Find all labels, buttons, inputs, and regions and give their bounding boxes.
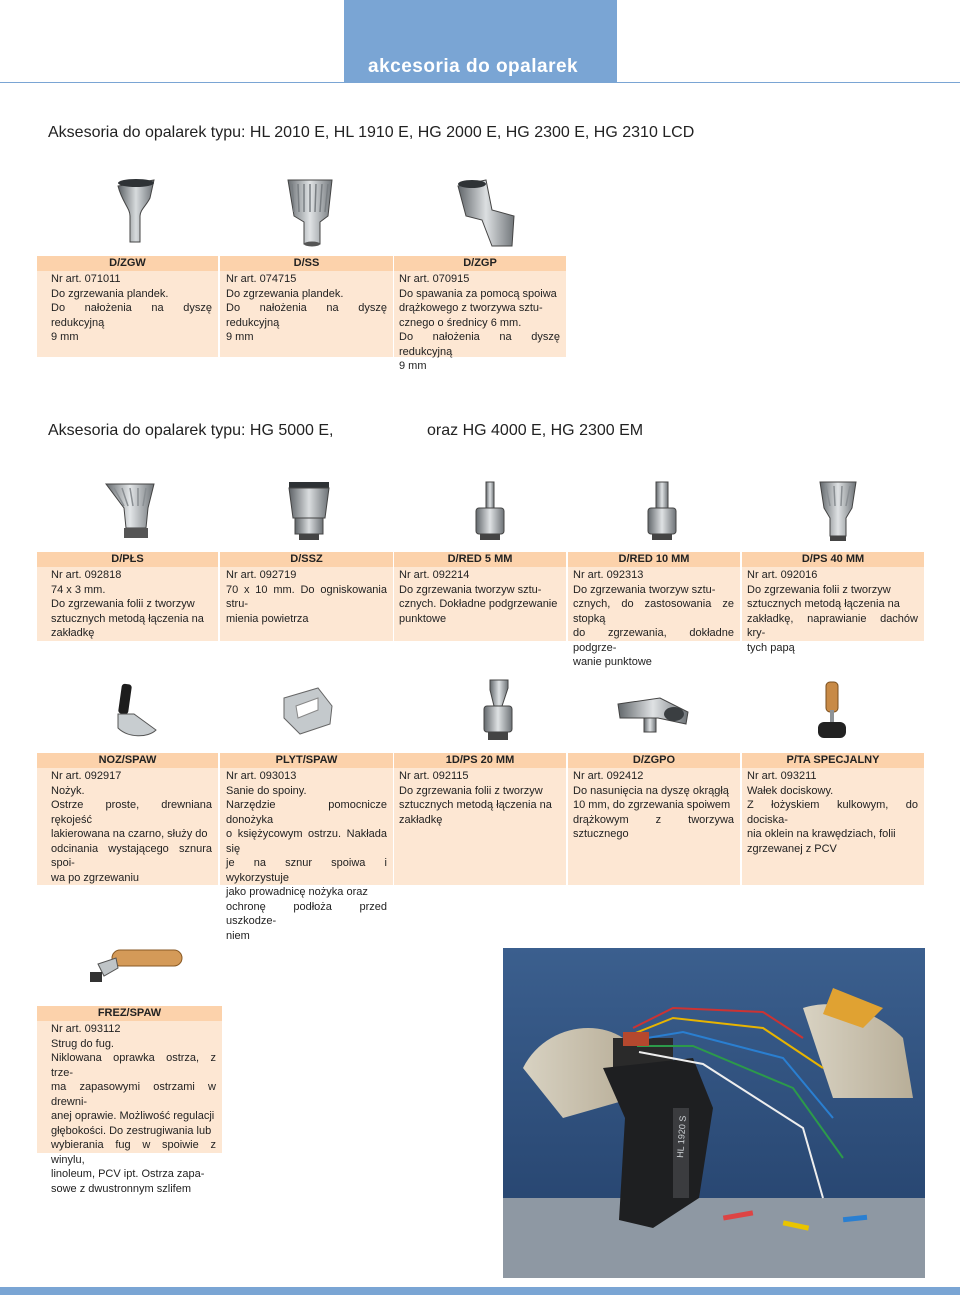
product-line: głębokości. Do zestrugiwania lub — [51, 1124, 212, 1137]
product-line: Nr art. 093013 — [226, 770, 297, 782]
product-line: nia oklein na krawędziach, folii — [747, 828, 896, 840]
product-line: Do zgrzewania folii z tworzyw — [399, 784, 543, 797]
product-line: Nr art. 093211 — [747, 770, 817, 782]
product-line: Do nałożenia na dyszę redukcyjną — [399, 331, 560, 358]
product-line: cznego o średnicy 6 mm. — [399, 316, 522, 329]
product-line: Niklowana oprawka ostrza, z trze- — [51, 1052, 216, 1079]
product-line: wanie punktowe — [573, 656, 652, 668]
product-code: D/ZGW — [37, 256, 218, 271]
product-card — [37, 1006, 222, 1195]
product-code: P/TA SPECJALNY — [742, 753, 924, 768]
product-code: NOZ/SPAW — [37, 753, 218, 768]
product-card — [220, 753, 393, 942]
product-code: D/SSZ — [220, 552, 393, 567]
nozzle-dzgw-image — [110, 176, 162, 246]
product-code: D/PŁS — [37, 552, 218, 567]
product-code: PLYT/SPAW — [220, 753, 393, 768]
product-line: zakładkę — [51, 627, 95, 639]
product-line: Do nałożenia na dyszę redukcyjną — [51, 302, 212, 329]
product-code: D/SS — [220, 256, 393, 271]
product-line: mienia powietrza — [226, 612, 309, 625]
product-code: 1D/PS 20 MM — [394, 753, 566, 768]
product-line: Wałek dociskowy. — [747, 784, 834, 797]
product-line: Ostrze proste, drewniana rękojeść — [51, 799, 212, 826]
product-line: Nr art. 092313 — [573, 569, 644, 581]
product-line: zakładkę — [399, 813, 443, 826]
product-line: lakierowana na czarno, służy do — [51, 828, 208, 840]
product-line: Nr art. 092719 — [226, 569, 297, 581]
page-title: akcesoria do opalarek — [368, 56, 579, 77]
product-line: Nr art. 092016 — [747, 569, 818, 581]
product-card — [568, 753, 740, 885]
product-line: Narzędzie pomocnicze donożyka — [226, 799, 387, 826]
product-card — [37, 256, 218, 357]
product-line: 9 mm — [399, 360, 427, 372]
product-code: D/ZGPO — [568, 753, 740, 768]
product-line: Do zgrzewania tworzyw sztu- — [399, 583, 542, 596]
product-line: Do zgrzewania tworzyw sztu- — [573, 583, 716, 596]
nozzle-dzgpo-image — [614, 688, 694, 738]
product-line: drążkowego z tworzywa sztu- — [399, 302, 543, 314]
plane-frez-spaw-image — [84, 944, 186, 990]
product-line: Nr art. 092917 — [51, 770, 122, 782]
product-line: Sanie do spoiny. — [226, 784, 307, 797]
product-line: sowe z dwustronnym szlifem — [51, 1182, 191, 1195]
footer-band — [0, 1287, 960, 1295]
product-line: Nr art. 074715 — [226, 273, 297, 285]
product-line: 9 mm — [226, 331, 254, 343]
product-card — [394, 552, 566, 641]
nozzle-dpls-image — [98, 478, 174, 544]
product-line: punktowe — [399, 612, 447, 625]
header-band — [344, 0, 617, 82]
section1-heading: Aksesoria do opalarek typu: HL 2010 E, HL 1910 E, HG 2000 E, HG 2300 E, HG 2310 LCD — [48, 124, 695, 141]
product-card — [742, 753, 924, 885]
product-line: cznych, do zastosowania ze stopką — [573, 598, 734, 625]
product-code: D/PS 40 MM — [742, 552, 924, 567]
product-line: 10 mm, do zgrzewania spoiwem — [573, 799, 731, 811]
product-line: jako prowadnicę nożyka oraz — [226, 886, 368, 898]
section2-heading-right: oraz HG 4000 E, HG 2300 EM — [427, 422, 644, 439]
slide-plyt-spaw-image — [278, 684, 338, 738]
product-line: Do zgrzewania plandek. — [51, 287, 169, 300]
product-line: Strug do fug. — [51, 1037, 114, 1050]
product-line: je na sznur spoiwa i wykorzystuje — [226, 857, 387, 884]
product-line: Nr art. 092214 — [399, 569, 470, 581]
product-code: D/ZGP — [394, 256, 566, 271]
product-line: sztucznych metodą łączenia na — [51, 612, 204, 625]
product-line: Nr art. 071011 — [51, 273, 121, 285]
product-card — [568, 552, 740, 668]
product-line: Do nasunięcia na dyszę okrągłą — [573, 784, 729, 797]
product-card — [37, 753, 218, 885]
product-line: sztucznych metodą łączenia na — [747, 598, 900, 610]
product-line: do zgrzewania, dokładne podgrze- — [573, 627, 734, 654]
nozzle-dss-image — [282, 176, 338, 248]
knife-noz-spaw-image — [108, 680, 170, 742]
nozzle-1dps20-image — [474, 676, 522, 746]
nozzle-dps40-image — [814, 478, 862, 544]
product-line: sztucznych metodą łączenia na — [399, 799, 552, 811]
product-line: Do nałożenia na dyszę redukcyjną — [226, 302, 387, 329]
product-line: Nr art. 092818 — [51, 569, 122, 581]
product-card — [37, 552, 218, 641]
product-line: Do zgrzewania folii z tworzyw — [51, 598, 195, 610]
product-line: Do spawania za pomocą spoiwa — [399, 287, 557, 300]
product-line: zakładkę, naprawianie dachów kry- — [747, 612, 918, 639]
product-line: Nr art. 092412 — [573, 770, 644, 782]
product-line: anej oprawie. Możliwość regulacji — [51, 1110, 215, 1122]
product-line: 9 mm — [51, 331, 79, 343]
roller-pta-image — [808, 680, 858, 744]
product-line: 70 x 10 mm. Do ogniskowania stru- — [226, 583, 387, 610]
product-code: D/RED 5 MM — [394, 552, 566, 567]
product-line: Nr art. 093112 — [51, 1023, 121, 1035]
product-line: drążkowym z tworzywa sztucznego — [573, 813, 734, 840]
header-rule — [0, 82, 960, 83]
product-line: Nr art. 070915 — [399, 273, 470, 285]
product-card — [394, 256, 566, 372]
product-line: Do zgrzewania plandek. — [226, 287, 344, 300]
product-line: tych papą — [747, 641, 795, 654]
product-line: odcinania wystającego sznura spoi- — [51, 842, 212, 869]
product-line: linoleum, PCV ipt. Ostrza zapa- — [51, 1168, 205, 1180]
product-card — [220, 552, 393, 641]
section2-heading-left: Aksesoria do opalarek typu: HG 5000 E, — [48, 422, 334, 439]
product-card — [742, 552, 924, 654]
product-line: Do zgrzewania folii z tworzyw — [747, 583, 891, 596]
product-code: D/RED 10 MM — [568, 552, 740, 567]
product-line: wa po zgrzewaniu — [51, 871, 140, 884]
product-line: niem — [226, 929, 250, 942]
product-line: Nożyk. — [51, 784, 85, 797]
heat-gun-model-label: HL 1920 S — [675, 1115, 688, 1159]
product-line: Z łożyskiem kulkowym, do dociska- — [747, 799, 918, 826]
product-card — [394, 753, 566, 885]
heat-gun-photo-illustration — [503, 948, 925, 1278]
product-line: o księżycowym ostrzu. Nakłada się — [226, 828, 387, 855]
product-card — [220, 256, 393, 357]
product-line: 74 x 3 mm. — [51, 583, 106, 596]
product-line: cznych. Dokładne podgrzewanie — [399, 598, 558, 610]
product-line: ochronę podłoża przed uszkodze- — [226, 900, 387, 927]
nozzle-dred5-image — [470, 478, 510, 544]
heat-gun-photo — [503, 948, 925, 1278]
product-line: wybierania fug w spoiwie z winylu, — [51, 1139, 216, 1166]
nozzle-dssz-image — [285, 478, 333, 544]
product-line: ma zapasowymi ostrzami w drewni- — [51, 1081, 216, 1108]
product-line: zgrzewanej z PCV — [747, 842, 837, 855]
nozzle-dred10-image — [642, 478, 682, 544]
product-code: FREZ/SPAW — [37, 1006, 222, 1021]
product-line: Nr art. 092115 — [399, 770, 469, 782]
nozzle-dzgp-image — [452, 176, 518, 248]
